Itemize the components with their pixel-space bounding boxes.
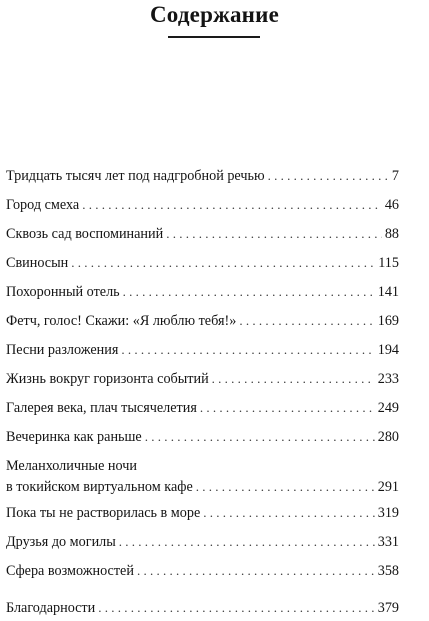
toc-entry[interactable] (6, 283, 399, 301)
toc-entry[interactable] (6, 428, 399, 446)
toc-entry-title: Фетч, голос! Скажи: «Я люблю тебя!» (6, 313, 237, 329)
toc-entry-page: 233 (377, 371, 399, 387)
toc-entry-title: Свиносын (6, 255, 69, 271)
toc-entry[interactable] (6, 312, 399, 330)
toc-entry-page: 379 (377, 600, 399, 616)
dot-leader (196, 478, 375, 496)
toc-entry-page: 331 (377, 534, 399, 550)
dot-leader (145, 428, 375, 446)
dot-leader (203, 504, 374, 522)
dot-leader (121, 341, 374, 359)
dot-leader (166, 225, 382, 243)
dot-leader (119, 533, 375, 551)
dot-leader (268, 167, 389, 185)
toc-entry-page: 115 (378, 255, 399, 271)
dot-leader (98, 599, 374, 617)
toc-entry-page: 141 (377, 284, 399, 300)
toc-entry-page: 7 (391, 168, 399, 184)
toc-entry-page: 280 (377, 429, 399, 445)
toc-entry[interactable] (6, 341, 399, 359)
toc-entry[interactable] (6, 370, 399, 388)
dot-leader (123, 283, 375, 301)
toc-entry[interactable] (6, 254, 399, 272)
title-underline (168, 36, 260, 38)
toc-entry[interactable] (6, 225, 399, 243)
toc-entry-title: Благодарности (6, 600, 96, 616)
toc-entry-title-line1: Меланхоличные ночи (6, 458, 137, 474)
toc-entry[interactable] (6, 533, 399, 551)
toc-entry-title: Друзья до могилы (6, 534, 116, 550)
toc-entry-title: Вечеринка как раньше (6, 429, 142, 445)
toc-entry-title: Сквозь сад воспоминаний (6, 226, 164, 242)
toc-entry-title: Сфера возможностей (6, 563, 134, 579)
toc-entry-title: Песни разложения (6, 342, 119, 358)
toc-entry-page: 194 (377, 342, 399, 358)
toc-entry[interactable] (6, 167, 399, 185)
toc-entry-page: 46 (384, 197, 399, 213)
toc-entry[interactable] (6, 196, 399, 214)
toc-entry-page: 291 (377, 479, 399, 495)
toc-entry-title: Пока ты не растворилась в море (6, 505, 201, 521)
toc-entry-title: Жизнь вокруг горизонта событий (6, 371, 209, 387)
toc-entry-title: Похоронный отель (6, 284, 120, 300)
dot-leader (239, 312, 374, 330)
dot-leader (137, 562, 375, 580)
toc-entry-title: Галерея века, плач тысячелетия (6, 400, 197, 416)
toc-entry[interactable] (6, 599, 399, 617)
toc-entry[interactable] (6, 562, 399, 580)
toc-entry[interactable] (6, 457, 399, 496)
toc-entry-page: 249 (377, 400, 399, 416)
toc-entry-page: 358 (377, 563, 399, 579)
toc-entry-title: Тридцать тысяч лет под надгробной речью (6, 168, 265, 184)
dot-leader (82, 196, 382, 214)
toc-entry-title-line2: в токийском виртуальном кафе (6, 479, 193, 495)
toc-entry-page: 319 (377, 505, 399, 521)
dot-leader (212, 370, 375, 388)
toc-entry-title: Город смеха (6, 197, 80, 213)
dot-leader (71, 254, 375, 272)
toc-entry[interactable] (6, 399, 399, 417)
toc-entry-page: 88 (384, 226, 399, 242)
dot-leader (200, 399, 375, 417)
toc-entry-page: 169 (377, 313, 399, 329)
page-title: Содержание (150, 2, 279, 27)
toc-entry[interactable] (6, 504, 399, 522)
